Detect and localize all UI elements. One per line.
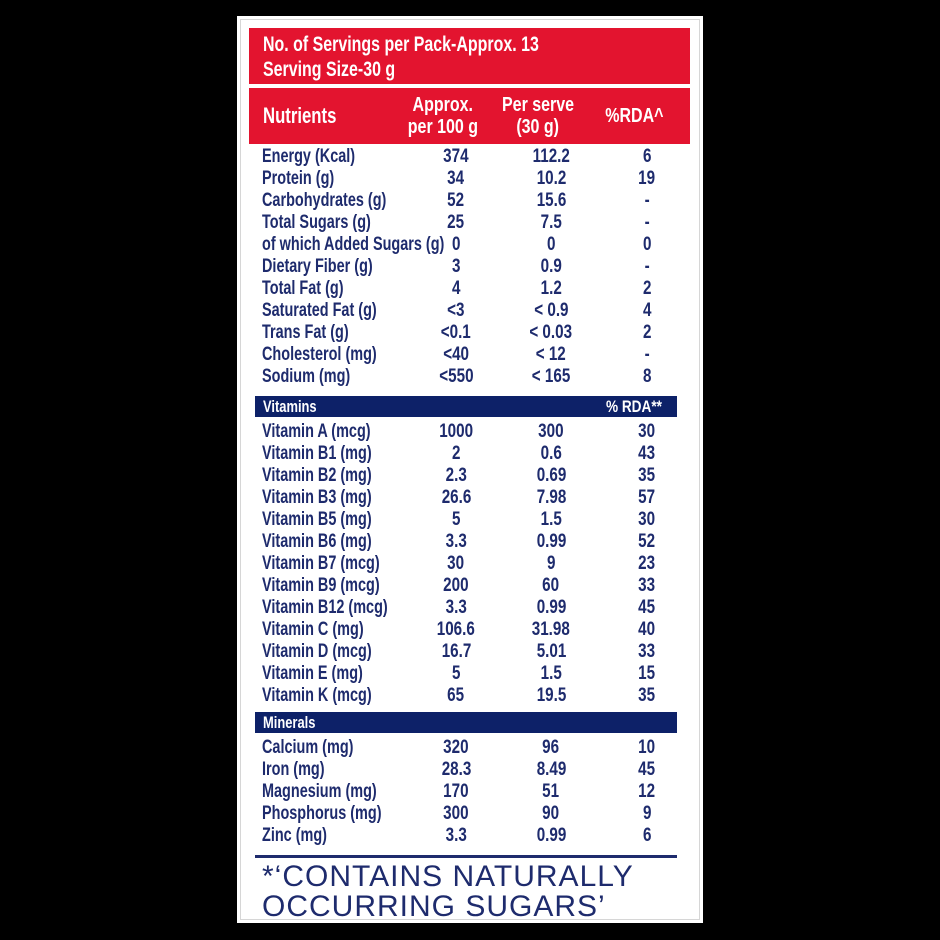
table-row	[237, 421, 703, 443]
value-per-100g: 5	[451, 663, 461, 684]
column-rda-label: %RDA^	[604, 104, 664, 127]
row-label: Total Fat (g)	[262, 278, 344, 299]
row-label: Vitamin B9 (mcg)	[262, 575, 380, 596]
footnote-line2: OCCURRING SUGARS’	[262, 890, 606, 923]
row-label: Cholesterol (mg)	[262, 344, 377, 365]
value-per-serve: 8.49	[536, 759, 566, 780]
value-per-100g: 300	[443, 803, 469, 824]
value-rda: 12	[638, 781, 656, 802]
value-rda: 15	[638, 663, 656, 684]
value-rda: 2	[642, 278, 652, 299]
value-per-100g: 34	[447, 168, 465, 189]
table-row	[237, 487, 703, 509]
value-rda: 35	[638, 465, 656, 486]
value-rda: 40	[638, 619, 656, 640]
value-rda: -	[644, 344, 650, 365]
row-label: of which Added Sugars (g)	[262, 234, 445, 255]
serving-size-label: Serving Size-30 g	[263, 58, 396, 81]
value-rda: -	[644, 212, 650, 233]
row-label: Vitamin C (mg)	[262, 619, 364, 640]
value-rda: 4	[642, 300, 652, 321]
value-per-serve: 7.5	[540, 212, 562, 233]
value-rda: 33	[638, 641, 656, 662]
divider-line	[255, 855, 677, 858]
value-per-serve: 7.98	[536, 487, 566, 508]
table-row	[237, 443, 703, 465]
value-per-serve: < 165	[531, 366, 571, 387]
value-per-serve: 60	[542, 575, 560, 596]
value-rda: 57	[638, 487, 656, 508]
table-row	[237, 663, 703, 685]
value-per-serve: 5.01	[536, 641, 566, 662]
minerals-section-header	[255, 712, 677, 733]
value-per-100g: 26.6	[441, 487, 471, 508]
value-rda: 43	[638, 443, 656, 464]
row-label: Energy (Kcal)	[262, 146, 356, 167]
value-per-100g: <3	[447, 300, 465, 321]
value-rda: 23	[638, 553, 656, 574]
value-per-100g: 3.3	[445, 825, 467, 846]
value-rda: 8	[642, 366, 652, 387]
value-rda: 0	[642, 234, 652, 255]
value-rda: 9	[642, 803, 652, 824]
value-per-100g: 65	[447, 685, 465, 706]
value-per-100g: 200	[443, 575, 469, 596]
value-per-100g: 0	[451, 234, 461, 255]
value-per-serve: 90	[542, 803, 560, 824]
row-label: Carbohydrates (g)	[262, 190, 387, 211]
value-rda: 6	[642, 825, 652, 846]
value-per-serve: 0.99	[536, 597, 566, 618]
row-label: Vitamin B3 (mg)	[262, 487, 372, 508]
value-per-serve: 10.2	[536, 168, 566, 189]
vitamins-section-title: Vitamins	[263, 397, 317, 416]
value-per-serve: < 12	[535, 344, 566, 365]
value-per-100g: 3.3	[445, 597, 467, 618]
value-per-serve: 112.2	[532, 146, 570, 167]
value-rda: 45	[638, 759, 656, 780]
value-per-100g: <0.1	[440, 322, 471, 343]
value-rda: 30	[638, 421, 656, 442]
footnote-line1: *‘CONTAINS NATURALLY	[262, 860, 634, 893]
value-rda: 19	[638, 168, 656, 189]
value-per-serve: 1.2	[540, 278, 562, 299]
row-label: Vitamin B5 (mg)	[262, 509, 372, 530]
column-per-100g-line2: per 100 g	[407, 116, 479, 138]
value-per-100g: <550	[438, 366, 474, 387]
row-label: Vitamin B2 (mg)	[262, 465, 372, 486]
table-row	[237, 597, 703, 619]
value-per-100g: 16.7	[441, 641, 471, 662]
column-rda	[588, 105, 680, 128]
value-per-serve: < 0.03	[529, 322, 573, 343]
value-per-serve: 0.6	[540, 443, 562, 464]
value-per-100g: 2	[451, 443, 461, 464]
value-per-serve: 300	[538, 421, 564, 442]
value-rda: 2	[642, 322, 652, 343]
table-column-header	[249, 88, 690, 144]
nutrients-table	[237, 146, 703, 388]
minerals-section-title: Minerals	[263, 713, 316, 732]
value-per-100g: 170	[443, 781, 469, 802]
value-rda: 6	[642, 146, 652, 167]
value-per-serve: 51	[542, 781, 560, 802]
value-per-100g: 5	[451, 509, 461, 530]
table-row	[237, 737, 703, 759]
value-per-100g: 3.3	[445, 531, 467, 552]
row-label: Vitamin B12 (mcg)	[262, 597, 388, 618]
row-label: Sodium (mg)	[262, 366, 351, 387]
table-row	[237, 759, 703, 781]
value-per-100g: 3	[451, 256, 461, 277]
value-per-serve: 1.5	[540, 509, 562, 530]
table-row	[237, 190, 703, 212]
table-row	[237, 781, 703, 803]
row-label: Iron (mg)	[262, 759, 325, 780]
table-row	[237, 322, 703, 344]
table-row	[237, 619, 703, 641]
value-per-100g: 2.3	[445, 465, 467, 486]
table-row	[237, 300, 703, 322]
column-per-serve-line2: (30 g)	[516, 116, 560, 138]
table-row	[237, 553, 703, 575]
row-label: Vitamin B6 (mg)	[262, 531, 372, 552]
value-per-100g: 106.6	[436, 619, 476, 640]
value-per-serve: 96	[542, 737, 560, 758]
table-row	[237, 344, 703, 366]
value-per-100g: 1000	[439, 421, 473, 442]
value-per-100g: <40	[443, 344, 469, 365]
value-per-serve: 19.5	[536, 685, 566, 706]
value-rda: 35	[638, 685, 656, 706]
column-nutrients	[249, 103, 398, 129]
table-row	[237, 531, 703, 553]
table-row	[237, 641, 703, 663]
value-rda: -	[644, 256, 650, 277]
table-row	[237, 168, 703, 190]
footnote	[237, 862, 703, 922]
row-label: Total Sugars (g)	[262, 212, 371, 233]
serving-size-text	[263, 57, 690, 82]
value-per-100g: 25	[447, 212, 465, 233]
value-per-serve: 0.69	[536, 465, 566, 486]
row-label: Dietary Fiber (g)	[262, 256, 373, 277]
value-per-serve: < 0.9	[533, 300, 569, 321]
row-label: Protein (g)	[262, 168, 335, 189]
value-rda: 10	[638, 737, 656, 758]
vitamins-rda-label: % RDA**	[606, 397, 663, 416]
value-per-serve: 0.99	[536, 825, 566, 846]
table-row	[237, 234, 703, 256]
row-label: Vitamin B1 (mg)	[262, 443, 372, 464]
value-per-serve: 15.6	[536, 190, 566, 211]
row-label: Zinc (mg)	[262, 825, 327, 846]
value-per-100g: 320	[443, 737, 469, 758]
minerals-table	[237, 737, 703, 847]
vitamins-section-header	[255, 396, 677, 417]
value-rda: -	[644, 190, 650, 211]
table-row	[237, 465, 703, 487]
column-per-serve	[488, 94, 588, 138]
nutrition-facts-panel	[237, 16, 703, 923]
row-label: Vitamin D (mcg)	[262, 641, 372, 662]
value-per-serve: 1.5	[540, 663, 562, 684]
value-per-serve: 0	[546, 234, 556, 255]
table-row	[237, 575, 703, 597]
row-label: Vitamin K (mcg)	[262, 685, 372, 706]
serving-info-banner	[249, 28, 690, 84]
row-label: Phosphorus (mg)	[262, 803, 382, 824]
value-per-serve: 31.98	[531, 619, 571, 640]
table-row	[237, 825, 703, 847]
value-per-100g: 28.3	[441, 759, 471, 780]
column-per-100g	[398, 94, 488, 138]
value-rda: 30	[638, 509, 656, 530]
table-row	[237, 366, 703, 388]
table-row	[237, 509, 703, 531]
table-row	[237, 278, 703, 300]
value-rda: 52	[638, 531, 656, 552]
table-row	[237, 256, 703, 278]
row-label: Calcium (mg)	[262, 737, 354, 758]
value-per-serve: 9	[546, 553, 556, 574]
table-row	[237, 685, 703, 707]
value-per-100g: 374	[443, 146, 469, 167]
row-label: Vitamin E (mg)	[262, 663, 363, 684]
value-per-serve: 0.99	[536, 531, 566, 552]
row-label: Magnesium (mg)	[262, 781, 377, 802]
row-label: Trans Fat (g)	[262, 322, 349, 343]
servings-per-pack-text	[263, 32, 690, 57]
table-row	[237, 803, 703, 825]
row-label: Vitamin B7 (mcg)	[262, 553, 380, 574]
table-row	[237, 212, 703, 234]
vitamins-table	[237, 421, 703, 707]
value-per-100g: 30	[447, 553, 465, 574]
row-label: Vitamin A (mcg)	[262, 421, 371, 442]
value-rda: 33	[638, 575, 656, 596]
column-nutrients-label: Nutrients	[263, 103, 337, 128]
value-rda: 45	[638, 597, 656, 618]
column-per-serve-line1: Per serve	[501, 94, 575, 116]
value-per-serve: 0.9	[540, 256, 562, 277]
table-row	[237, 146, 703, 168]
value-per-100g: 4	[451, 278, 461, 299]
column-per-100g-line1: Approx.	[412, 94, 474, 116]
row-label: Saturated Fat (g)	[262, 300, 377, 321]
servings-per-pack-label: No. of Servings per Pack-Approx. 13	[263, 33, 539, 56]
value-per-100g: 52	[447, 190, 465, 211]
